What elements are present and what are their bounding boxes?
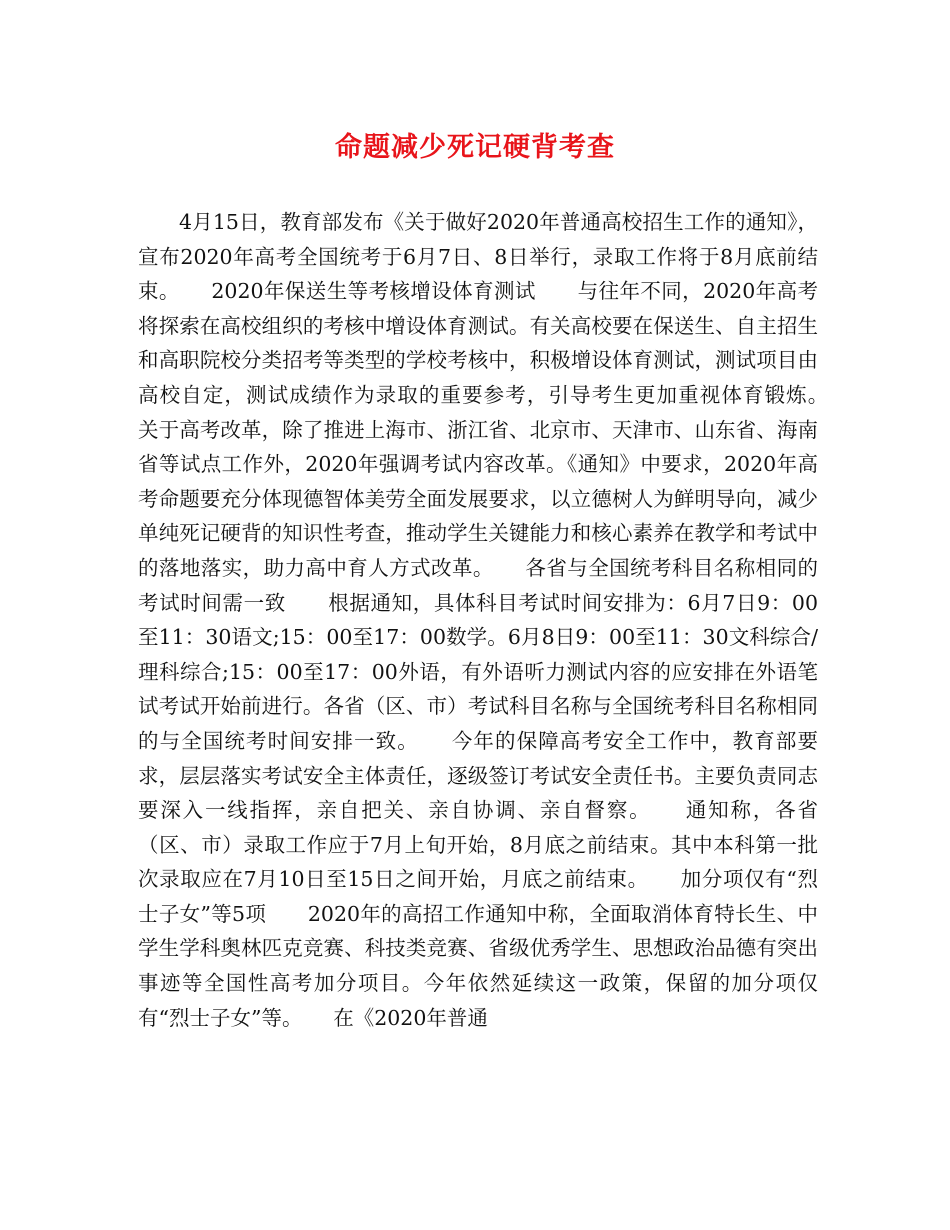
document-title: 命题减少死记硬背考查 (335, 132, 615, 163)
document-body: 4月15日，教育部发布《关于做好2020年普通高校招生工作的通知》，宣布2020年高考全国统考于6月7日、8日举行，录取工作将于8月底前结束。 2020年保送生等考核增设体育测试 与往年不同，2020年高考将探索在高校组织的考核中增设体育测试。有关高校要在保送生、自主招生和高职院校分类招考等类型的学校考核中，积极增设体育测试，测试项目由高校自定，测试成绩作为录取的重要参考，引导考生更加重视体育锻炼。 关于高考改革，除了推进上海市、浙江省、北京市、天津市、山东省、海南省等试点工作外，2020年强调考试内容改革。《通知》中要求，2020年高考命题要充分体现德智体美劳全面发展要求，以立德树人为鲜明导向，减少单纯死记硬背的知识性考查，推动学生关键能力和核心素养在教学和考试中的落地落实，助力高中育人方式改革。 各省与全国统考科目名称相同的考试时间需一致 根据通知，具体科目考试时间安排为：6月7日9：00至11：30语文;15：00至17：00数学。6月8日9：00至11：30文科综合/理科综合;15：00至17：00外语，有外语听力测试内容的应安排在外语笔试考试开始前进行。各省（区、市）考试科目名称与全国统考科目名称相同的与全国统考时间安排一致。 今年的保障高考安全工作中，教育部要求，层层落实考试安全主体责任，逐级签订考试安全责任书。主要负责同志要深入一线指挥，亲自把关、亲自协调、亲自督察。 通知称，各省（区、市）录取工作应于7月上旬开始，8月底之前结束。其中本科第一批次录取应在7月10日至15日之间开始，月底之前结束。 加分项仅有“烈士子女”等5项 2020年的高招工作通知中称，全面取消体育特长生、中学生学科奥林匹克竞赛、科技类竞赛、省级优秀学生、思想政治品德有突出事迹等全国性高考加分项目。今年依然延续这一政策，保留的加分项仅有“烈士子女”等。 在《2020年普通 (138, 210, 859, 1030)
